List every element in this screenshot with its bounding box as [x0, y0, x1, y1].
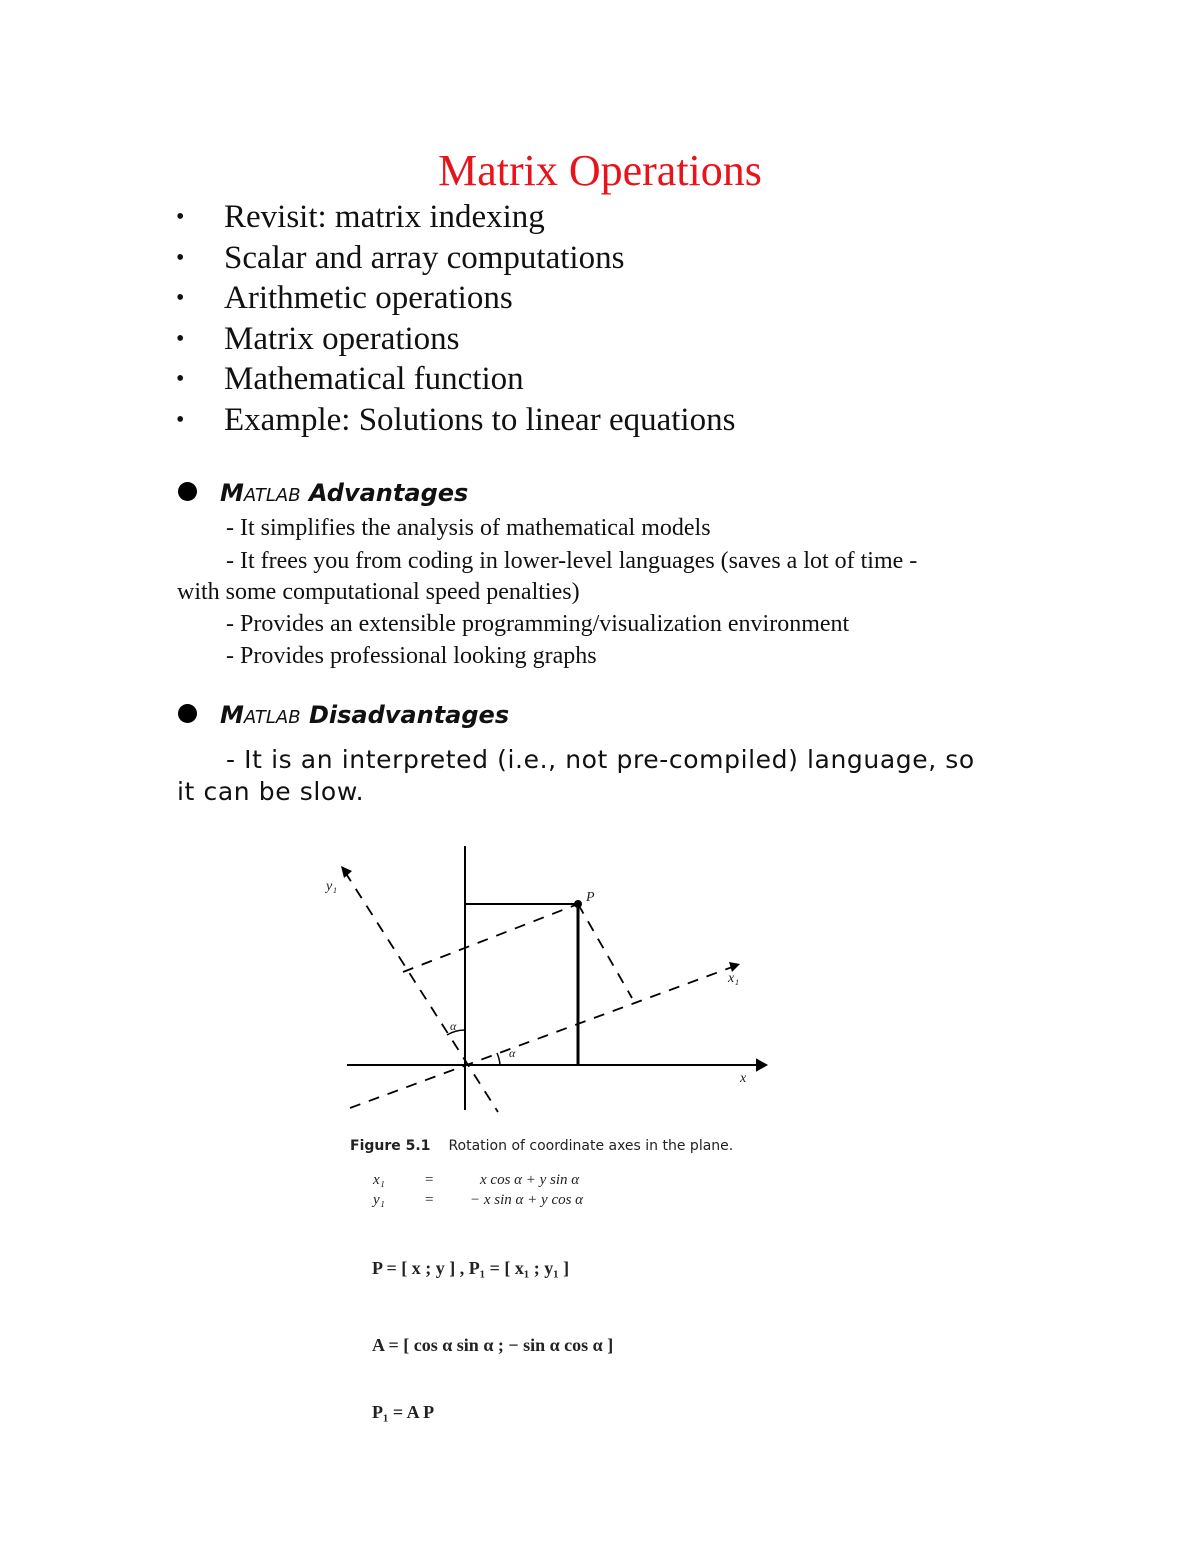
- list-item: [174, 278, 735, 319]
- disadvantage-line: it can be slow.: [177, 777, 365, 806]
- bullet-icon: •: [176, 204, 185, 230]
- list-item: [174, 359, 735, 400]
- bullet-dot-icon: [178, 482, 197, 501]
- equals-sign: =: [425, 1172, 434, 1188]
- list-item: [174, 197, 735, 238]
- equation-p1-definition: P₁ = A P: [372, 1402, 435, 1422]
- topic-text: Revisit: matrix indexing: [224, 199, 545, 235]
- list-item: [174, 400, 735, 441]
- equation-a-definition: A = [ cos α sin α ; − sin α cos α ]: [372, 1335, 614, 1355]
- figure-caption: [350, 1138, 733, 1154]
- heading-m: M: [220, 701, 244, 729]
- advantage-line: - It simplifies the analysis of mathematical models: [226, 515, 711, 541]
- bullet-icon: •: [176, 325, 185, 352]
- equation-x1-rhs: x cos α + y sin α: [480, 1172, 580, 1188]
- label-alpha-x: α: [509, 1046, 516, 1060]
- bullet-icon: •: [176, 285, 185, 312]
- list-item: [174, 319, 735, 360]
- x-axis-arrow-icon: [757, 1060, 766, 1070]
- heading-atlab: ATLAB: [243, 485, 301, 506]
- caption-text: Rotation of coordinate axes in the plane.: [448, 1138, 734, 1154]
- advantage-line: - Provides professional looking graphs: [226, 643, 597, 669]
- bullet-dot-icon: [178, 704, 197, 723]
- topic-list: [174, 197, 735, 441]
- disadvantages-heading: [178, 701, 509, 729]
- heading-rest: Disadvantages: [308, 701, 510, 729]
- bullet-icon: •: [176, 244, 185, 271]
- advantage-line: - Provides an extensible programming/visualization environment: [226, 611, 850, 637]
- heading-m: M: [220, 479, 244, 507]
- heading-rest: Advantages: [308, 479, 469, 507]
- advantage-line: with some computational speed penalties): [177, 579, 580, 605]
- bullet-icon: •: [176, 366, 185, 393]
- label-y1: y₁: [326, 879, 338, 894]
- topic-text: Example: Solutions to linear equations: [224, 401, 736, 438]
- label-x: x: [740, 1071, 747, 1086]
- advantage-line: - It frees you from coding in lower-level languages (saves a lot of time -: [226, 548, 918, 574]
- label-alpha-y: α: [450, 1019, 457, 1033]
- projection-x1: [578, 904, 632, 998]
- advantages-heading: [178, 479, 468, 507]
- x1-axis: [350, 966, 735, 1108]
- equation-p-definition: P = [ x ; y ] , P₁ = [ x₁ ; y₁ ]: [372, 1258, 570, 1278]
- y1-axis: [345, 872, 498, 1112]
- caption-number: Figure 5.1: [350, 1138, 431, 1154]
- bullet-icon: •: [176, 406, 185, 433]
- equation-y1-lhs: y₁: [373, 1192, 385, 1208]
- topic-text: Arithmetic operations: [224, 280, 513, 317]
- list-item: [174, 238, 735, 279]
- equation-x1-lhs: x₁: [373, 1172, 385, 1188]
- topic-text: Matrix operations: [224, 320, 460, 357]
- page-title: Matrix Operations: [438, 146, 762, 195]
- projection-y1: [403, 904, 578, 972]
- disadvantage-line: - It is an interpreted (i.e., not pre-compiled) language, so: [226, 745, 975, 774]
- equation-y1-rhs: − x sin α + y cos α: [470, 1192, 584, 1208]
- topic-text: Scalar and array computations: [224, 239, 625, 276]
- label-x1: x₁: [728, 971, 740, 986]
- equals-sign: =: [425, 1192, 434, 1208]
- heading-atlab: ATLAB: [243, 707, 301, 728]
- topic-text: Mathematical function: [224, 361, 524, 398]
- angle-arc-x: [497, 1053, 500, 1065]
- label-p: P: [586, 890, 595, 905]
- y1-arrow-icon: [341, 866, 352, 878]
